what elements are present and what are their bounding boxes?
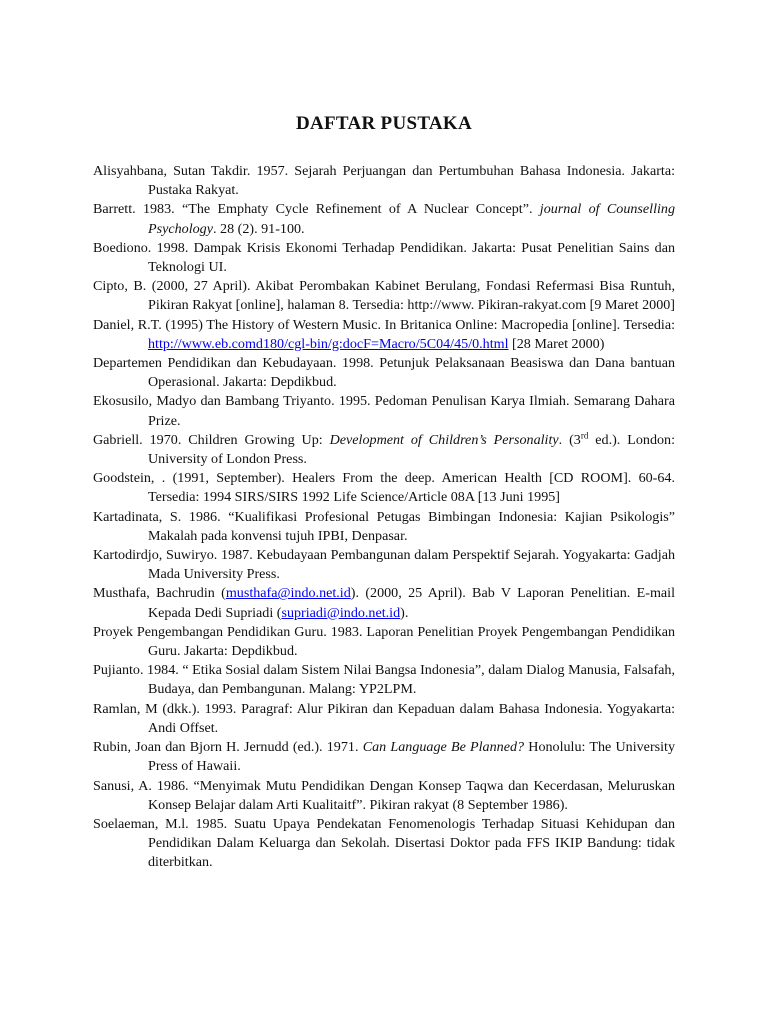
reference-entry [93, 623, 675, 661]
reference-link[interactable]: supriadi@indo.net.id [281, 604, 401, 621]
reference-entry [93, 354, 675, 392]
reference-entry [93, 162, 675, 200]
reference-entry [93, 431, 675, 469]
reference-italic-text: Development of Children’s Personality [329, 431, 559, 448]
reference-italic-text: journal of Counselling Psychology [148, 201, 675, 237]
reference-entry [93, 277, 675, 315]
reference-text: Alisyahbana, Sutan Takdir. 1957. Sejarah Perjuangan dan Pertumbuhan Bahasa Indonesia. Jakarta: Pustaka Rakyat. [93, 163, 675, 199]
reference-text: ). (2000, 25 April). Bab V Laporan Penelitian. E-mail Kepada Dedi Supriadi ( [148, 585, 675, 621]
reference-text: Honolulu: The University Press of Hawaii. [148, 739, 675, 775]
reference-entry [93, 316, 675, 354]
reference-entry [93, 239, 675, 277]
reference-text: . (3 [558, 431, 581, 448]
reference-text: ). [400, 604, 409, 621]
reference-text: Barrett. 1983. “The Emphaty Cycle Refinement of A Nuclear Concept”. [93, 201, 540, 218]
reference-entry [93, 546, 675, 584]
reference-text: Proyek Pengembangan Pendidikan Guru. 1983. Laporan Penelitian Proyek Pengembangan Pendidikan Guru. Jakarta: Depdikbud. [93, 623, 675, 660]
reference-entry [93, 815, 675, 873]
reference-text: Pujianto. 1984. “ Etika Sosial dalam Sistem Nilai Bangsa Indonesia”, dalam Dialog Manusia, Falsafah, Budaya, dan Pembangunan. Malang: YP2LPM. [93, 662, 675, 698]
reference-link[interactable]: http://www.eb.comd180/cgl-bin/g:docF=Macro/5C04/45/0.html [148, 335, 509, 352]
reference-text: Daniel, R.T. (1995) The History of Western Music. In Britanica Online: Macropedia [online]. Tersedia: [93, 316, 675, 333]
reference-text: . 28 (2). 91-100. [212, 220, 305, 237]
reference-text: Rubin, Joan dan Bjorn H. Jernudd (ed.). 1971. [93, 739, 363, 756]
reference-entry [93, 508, 675, 546]
reference-entry [93, 200, 675, 238]
reference-text: ed.). London: University of London Press. [148, 431, 675, 468]
reference-text: Ekosusilo, Madyo dan Bambang Triyanto. 1995. Pedoman Penulisan Karya Ilmiah. Semarang Dahara Prize. [93, 393, 675, 429]
reference-entry [93, 584, 675, 622]
reference-superscript: rd [580, 430, 589, 441]
reference-text: [28 Maret 2000) [508, 335, 605, 352]
reference-text: Soelaeman, M.l. 1985. Suatu Upaya Pendekatan Fenomenologis Terhadap Situasi Kehidupan dan Pendidikan Dalam Keluarga dan Sekolah. Disertasi Doktor pada FFS IKIP Bandung: tidak diterbitkan. [93, 815, 675, 871]
reference-text: Goodstein, . (1991, September). Healers From the deep. American Health [CD ROOM]. 60-64. Tersedia: 1994 SIRS/SIRS 1992 Life Science/Article 08A [13 Juni 1995] [93, 470, 675, 506]
reference-entry [93, 738, 675, 776]
reference-text: Boediono. 1998. Dampak Krisis Ekonomi Terhadap Pendidikan. Jakarta: Pusat Penelitian Sains dan Teknologi UI. [93, 239, 675, 276]
reference-list [93, 162, 675, 873]
reference-text: Sanusi, A. 1986. “Menyimak Mutu Pendidikan Dengan Konsep Taqwa dan Kecerdasan, Meluruskan Konsep Belajar dalam Arti Kualitaitf”. Pikiran rakyat (8 September 1986). [93, 777, 675, 813]
reference-italic-text: Can Language Be Planned? [362, 739, 525, 756]
reference-text: Gabriell. 1970. Children Growing Up: [93, 431, 330, 448]
reference-entry [93, 392, 675, 430]
reference-text: Ramlan, M (dkk.). 1993. Paragraf: Alur Pikiran dan Kepaduan dalam Bahasa Indonesia. Yogyakarta: Andi Offset. [93, 700, 675, 736]
page-title: DAFTAR PUSTAKA [295, 113, 473, 134]
reference-text: Cipto, B. (2000, 27 April). Akibat Perombakan Kabinet Berulang, Fondasi Refermasi Bisa Runtuh, Pikiran Rakyat [online], halaman 8. Tersedia: http://www. Pikiran-rakyat.com [9 Maret 2000] [93, 278, 676, 314]
reference-text: Musthafa, Bachrudin ( [93, 585, 226, 602]
reference-text: Kartodirdjo, Suwiryo. 1987. Kebudayaan Pembangunan dalam Perspektif Sejarah. Yogyakarta: Gadjah Mada University Press. [93, 547, 675, 583]
reference-entry [93, 661, 675, 699]
reference-text: Departemen Pendidikan dan Kebudayaan. 1998. Petunjuk Pelaksanaan Beasiswa dan Dana bantuan Operasional. Jakarta: Depdikbud. [93, 355, 675, 391]
reference-link[interactable]: musthafa@indo.net.id [225, 585, 351, 602]
reference-text: Kartadinata, S. 1986. “Kualifikasi Profesional Petugas Bimbingan Indonesia: Kajian Psikologis” Makalah pada konvensi tujuh IPBI, Denpasar. [93, 508, 675, 544]
reference-entry [93, 469, 675, 507]
reference-entry [93, 777, 675, 815]
reference-entry [93, 700, 675, 738]
